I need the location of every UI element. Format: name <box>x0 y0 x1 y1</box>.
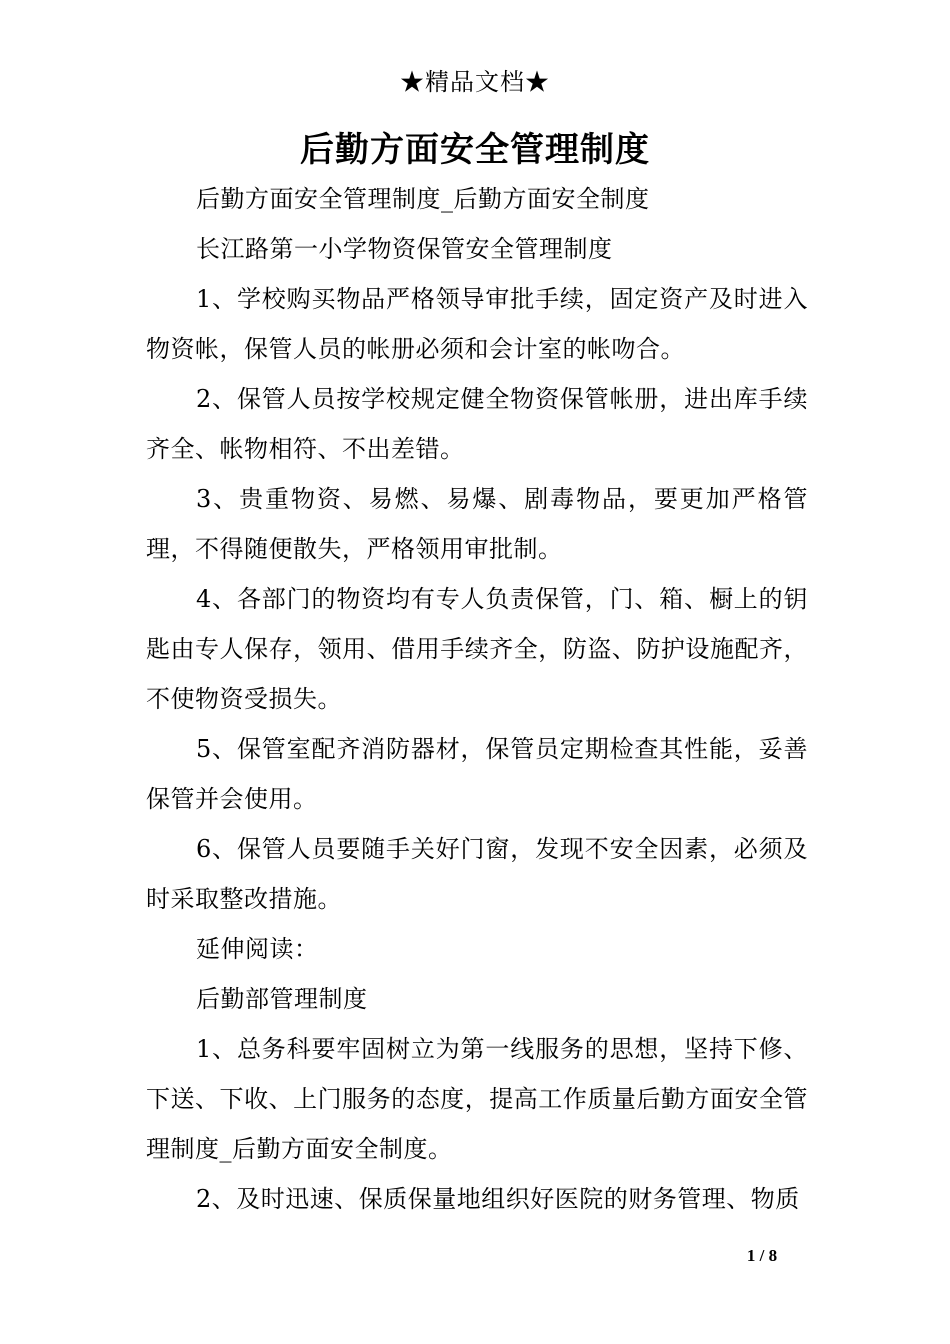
section-heading-paragraph: 后勤部管理制度 <box>196 985 368 1013</box>
rule-paragraph: 2、及时迅速、保质保量地组织好医院的财务管理、物质 <box>196 1185 800 1213</box>
document-header-mark: ★精品文档★ <box>400 68 550 96</box>
rule-paragraph: 4、各部门的物资均有专人负责保管，门、箱、橱上的钥匙由专人保存，领用、借用手续齐全，防盗、防护设施配齐，不使物资受损失。 <box>146 585 808 713</box>
rule-paragraph: 1、学校购买物品严格领导审批手续，固定资产及时进入物资帐，保管人员的帐册必须和会计室的帐吻合。 <box>146 285 808 363</box>
rule-paragraph: 3、贵重物资、易燃、易爆、剧毒物品，要更加严格管理，不得随便散失，严格领用审批制。 <box>146 485 808 563</box>
extended-reading-label: 延伸阅读： <box>196 935 319 963</box>
rule-paragraph: 5、保管室配齐消防器材，保管员定期检查其性能，妥善保管并会使用。 <box>146 735 808 813</box>
document-body <box>146 174 808 1224</box>
rule-paragraph: 2、保管人员按学校规定健全物资保管帐册，进出库手续齐全、帐物相符、不出差错。 <box>146 385 808 463</box>
rule-paragraph: 6、保管人员要随手关好门窗，发现不安全因素，必须及时采取整改措施。 <box>146 835 808 913</box>
rule-paragraph: 1、总务科要牢固树立为第一线服务的思想，坚持下修、下送、下收、上门服务的态度，提高工作质量后勤方面安全管理制度_后勤方面安全制度。 <box>146 1035 808 1163</box>
subtitle-paragraph: 后勤方面安全管理制度_后勤方面安全制度 <box>196 185 650 213</box>
page-number: 1 / 8 <box>746 1246 778 1265</box>
section-heading-paragraph: 长江路第一小学物资保管安全管理制度 <box>196 235 613 263</box>
page-title: 后勤方面安全管理制度 <box>300 130 650 170</box>
